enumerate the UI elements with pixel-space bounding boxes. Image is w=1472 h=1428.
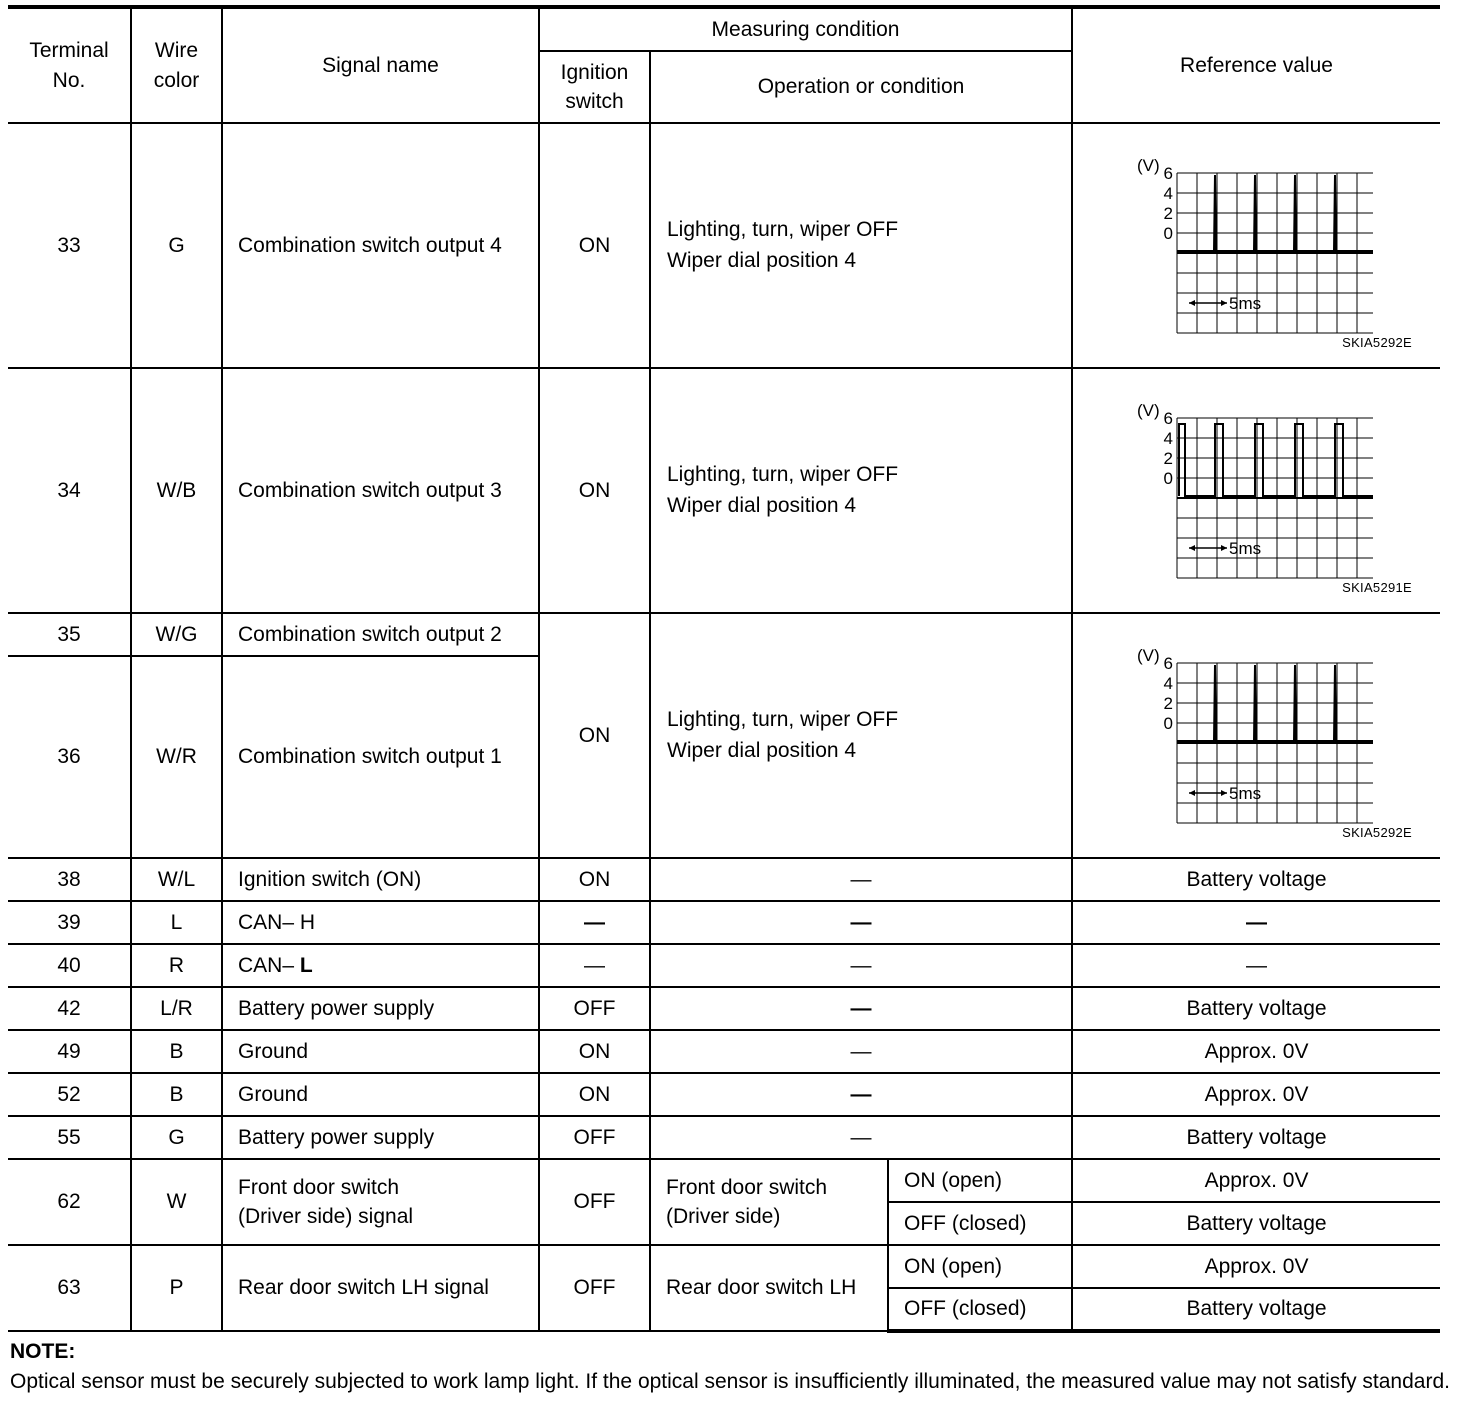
time-scale-label: 5ms [1229,539,1262,558]
terminal-cell: 62 [8,1159,131,1245]
condition-line: Wiper dial position 4 [667,493,857,517]
ignition-cell: OFF [539,1116,650,1159]
figure-id: SKIA5292E [1342,824,1413,840]
reference-waveform-cell [1072,123,1440,368]
reference-cell: Battery voltage [1072,1288,1440,1331]
wire-color-cell: B [131,1073,222,1116]
terminal-cell: 39 [8,901,131,944]
reference-cell: Battery voltage [1072,1202,1440,1245]
reference-waveform-cell [1072,613,1440,858]
reference-cell: — [1072,901,1440,944]
terminal-cell: 33 [8,123,131,368]
state-cell: ON (open) [888,1245,1072,1288]
wire-color-cell: B [131,1030,222,1073]
y-tick-label: 4 [1163,429,1174,448]
wire-color-cell: W/B [131,368,222,613]
time-scale-arrow [1221,300,1227,306]
table-row [8,368,1440,613]
reference-cell: Battery voltage [1072,987,1440,1030]
condition-line: (Driver side) [666,1205,781,1228]
header-reference-value: Reference value [1072,7,1440,123]
time-scale-label: 5ms [1229,784,1262,803]
table-row [8,1116,1440,1159]
reference-cell: Approx. 0V [1072,1245,1440,1288]
ignition-cell: — [539,901,650,944]
terminal-cell: 38 [8,858,131,901]
condition-cell [650,123,1072,368]
waveform-figure [1073,615,1440,856]
table-row [8,1159,1440,1202]
condition-cell: — [650,1073,1072,1116]
signal-name-line: (Driver side) signal [238,1205,414,1228]
ignition-cell: ON [539,123,650,368]
table-row [8,987,1440,1030]
note-block [10,1337,1450,1398]
reference-cell: Approx. 0V [1072,1030,1440,1073]
y-tick-label: 0 [1163,469,1174,488]
condition-cell [650,368,1072,613]
signal-name-line: Front door switch [238,1175,400,1199]
terminal-cell: 36 [8,656,131,858]
signal-name-cell: Rear door switch LH signal [222,1245,539,1331]
ignition-cell: OFF [539,987,650,1030]
table-row [8,1073,1440,1116]
condition-line: Wiper dial position 4 [667,248,857,272]
terminal-cell: 35 [8,613,131,656]
signal-name-cell: Combination switch output 1 [222,656,539,858]
header-terminal-no: Terminal No. [8,7,131,123]
y-tick-label: 0 [1163,224,1174,243]
y-tick-label: 6 [1163,164,1174,183]
table-row [8,123,1440,368]
reference-cell: Approx. 0V [1072,1073,1440,1116]
wire-color-cell: G [131,123,222,368]
signal-name-cell [222,944,539,987]
header-signal-name: Signal name [222,7,539,123]
note-text: Optical sensor must be securely subjected to work lamp light. If the optical sensor is insufficiently illuminated, the measured value may not satisfy standard. [10,1370,1450,1394]
time-scale-arrow [1221,545,1227,551]
signal-name-cell: Ignition switch (ON) [222,858,539,901]
header-measuring-condition: Measuring condition [539,7,1072,51]
header-ignition-switch: Ignition switch [539,51,650,123]
unit-label: (V) [1137,646,1160,665]
waveform-trace [1179,424,1373,496]
signal-name-cell: Combination switch output 4 [222,123,539,368]
waveform-figure [1073,125,1440,366]
terminal-cell: 49 [8,1030,131,1073]
condition-cell: — [650,1116,1072,1159]
wire-color-cell: L [131,901,222,944]
condition-cell: — [650,987,1072,1030]
table-row [8,858,1440,901]
terminal-cell: 52 [8,1073,131,1116]
ignition-cell: OFF [539,1245,650,1331]
wire-color-cell: W/G [131,613,222,656]
ignition-cell: ON [539,613,650,858]
condition-line: Lighting, turn, wiper OFF [667,708,899,732]
reference-cell: — [1072,944,1440,987]
condition-cell: — [650,858,1072,901]
waveform-chart [1133,400,1373,580]
condition-line: Front door switch [666,1175,828,1199]
table-row [8,1245,1440,1288]
y-tick-label: 2 [1163,694,1174,713]
condition-cell: — [650,944,1072,987]
ignition-cell: ON [539,1030,650,1073]
waveform-chart [1133,155,1373,335]
header-wire-color: Wire color [131,7,222,123]
table-row [8,613,1440,656]
terminal-cell: 42 [8,987,131,1030]
signal-name-cell: Battery power supply [222,987,539,1030]
wire-color-cell: G [131,1116,222,1159]
terminal-cell: 55 [8,1116,131,1159]
signal-name-prefix: CAN– [238,953,300,977]
ignition-cell: ON [539,1073,650,1116]
ignition-cell: ON [539,858,650,901]
table-row [8,901,1440,944]
condition-cell: — [650,901,1072,944]
signal-name-cell: Ground [222,1030,539,1073]
header-row-1 [8,7,1440,51]
condition-cell: Rear door switch LH [650,1245,888,1331]
condition-line: Lighting, turn, wiper OFF [667,463,899,487]
y-tick-label: 6 [1163,409,1174,428]
time-scale-label: 5ms [1229,294,1262,313]
ignition-cell: — [539,944,650,987]
state-cell: OFF (closed) [888,1202,1072,1245]
terminal-cell: 40 [8,944,131,987]
reference-cell: Approx. 0V [1072,1159,1440,1202]
y-tick-label: 0 [1163,714,1174,733]
terminal-cell: 63 [8,1245,131,1331]
terminal-spec-table [8,5,1440,1333]
wire-color-cell: R [131,944,222,987]
reference-cell: Battery voltage [1072,1116,1440,1159]
time-scale-arrow [1189,790,1195,796]
condition-cell [650,613,1072,858]
figure-id: SKIA5291E [1342,579,1413,595]
y-tick-label: 4 [1163,674,1174,693]
wire-color-cell: P [131,1245,222,1331]
ignition-cell: ON [539,368,650,613]
reference-waveform-cell [1072,368,1440,613]
signal-name-cell: Ground [222,1073,539,1116]
condition-cell [650,1159,888,1245]
header-operation-or-condition: Operation or condition [650,51,1072,123]
reference-cell: Battery voltage [1072,858,1440,901]
wire-color-cell: W [131,1159,222,1245]
wire-color-cell: L/R [131,987,222,1030]
time-scale-arrow [1189,300,1195,306]
wire-color-cell: W/L [131,858,222,901]
wire-color-cell: W/R [131,656,222,858]
signal-name-cell: Combination switch output 3 [222,368,539,613]
signal-name-suffix: L [299,953,313,977]
table-row [8,944,1440,987]
waveform-chart [1133,645,1373,825]
condition-cell: — [650,1030,1072,1073]
note-title: NOTE: [10,1340,76,1363]
terminal-cell: 34 [8,368,131,613]
signal-name-cell: CAN– H [222,901,539,944]
y-tick-label: 6 [1163,654,1174,673]
y-tick-label: 2 [1163,204,1174,223]
waveform-figure [1073,370,1440,611]
condition-line: Wiper dial position 4 [667,738,857,762]
unit-label: (V) [1137,401,1160,420]
figure-id: SKIA5292E [1342,334,1413,350]
unit-label: (V) [1137,156,1160,175]
state-cell: ON (open) [888,1159,1072,1202]
signal-name-cell: Combination switch output 2 [222,613,539,656]
ignition-cell: OFF [539,1159,650,1245]
condition-line: Lighting, turn, wiper OFF [667,218,899,242]
time-scale-arrow [1221,790,1227,796]
state-cell: OFF (closed) [888,1288,1072,1331]
signal-name-cell [222,1159,539,1245]
y-tick-label: 2 [1163,449,1174,468]
table-row [8,1030,1440,1073]
signal-name-cell: Battery power supply [222,1116,539,1159]
y-tick-label: 4 [1163,184,1174,203]
time-scale-arrow [1189,545,1195,551]
